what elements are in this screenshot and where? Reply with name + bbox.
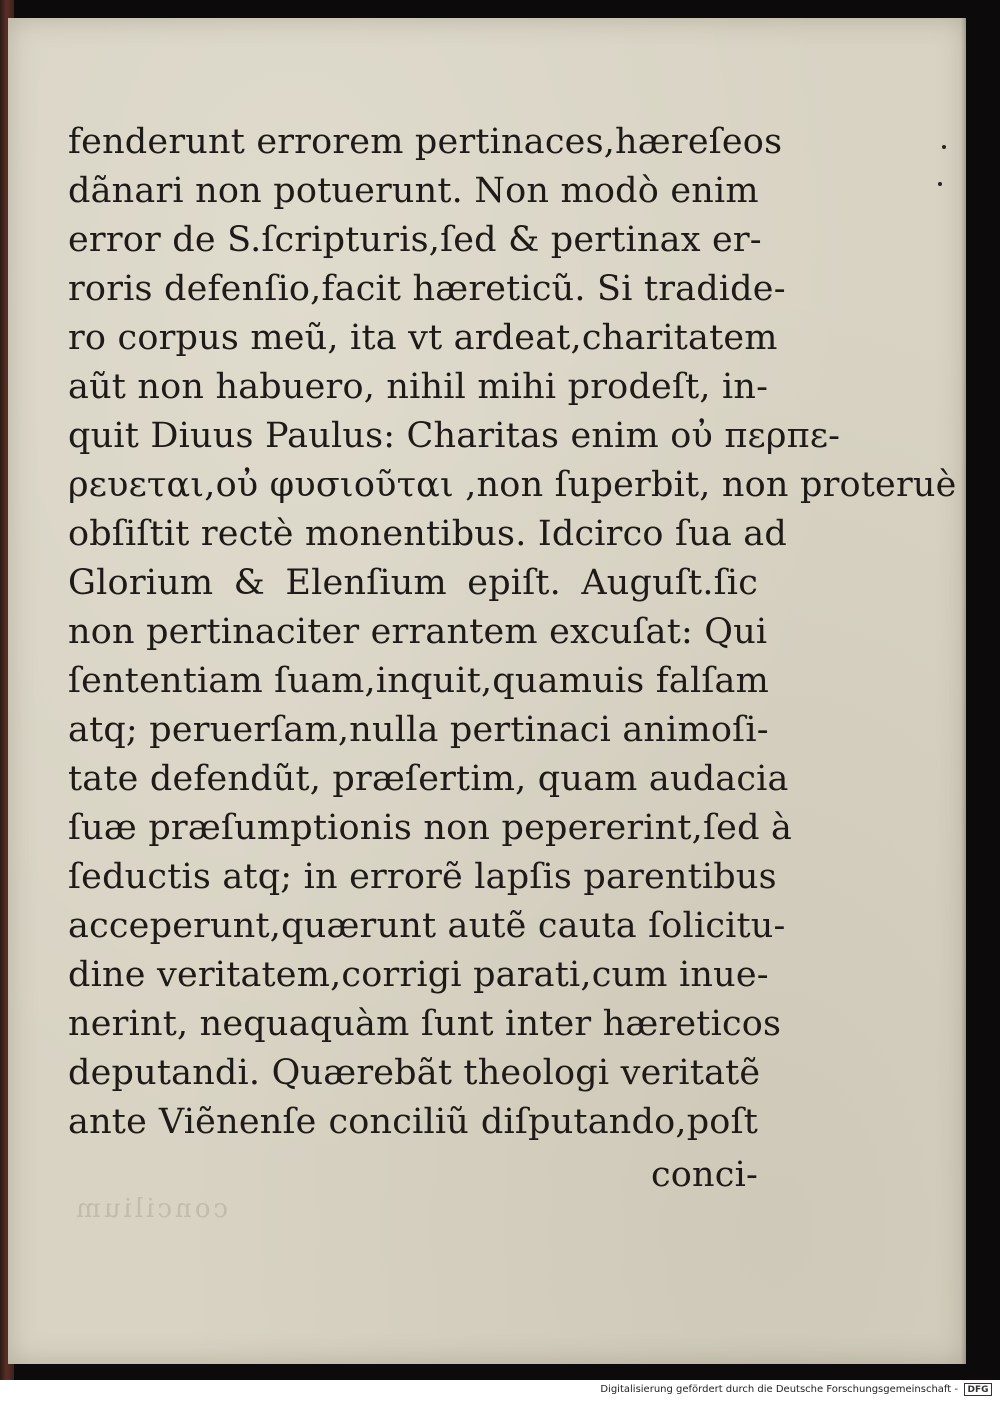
text-line: roris defenſio,facit hæreticũ. Si tradide- bbox=[68, 269, 786, 309]
show-through-text: concilium bbox=[73, 1194, 228, 1224]
margin-mark bbox=[938, 182, 942, 186]
text-line: quit Diuus Paulus: Charitas enim οὐ περπε- bbox=[68, 416, 841, 456]
text-line: aũt non habuero, nihil mihi prodeſt, in- bbox=[68, 367, 769, 407]
text-line: acceperunt,quærunt autẽ cauta ſolicitu- bbox=[68, 906, 786, 946]
text-line: tate defendũt, præſertim, quam audacia bbox=[68, 759, 789, 799]
text-line: atq; peruerſam,nulla pertinaci animoſi- bbox=[68, 710, 769, 750]
text-line: deputandi. Quærebãt theologi veritatẽ bbox=[68, 1053, 761, 1093]
book-page bbox=[8, 18, 966, 1364]
text-line: ſententiam ſuam,inquit,quamuis falſam bbox=[68, 661, 769, 701]
text-line: ante Viẽnenſe conciliũ diſputando,poſt bbox=[68, 1102, 758, 1142]
text-line: ρευεται,οὐ φυσιοῦται ,non ſuperbit, non proteruè bbox=[68, 465, 957, 505]
text-line: non pertinaciter errantem excuſat: Qui bbox=[68, 612, 768, 652]
text-line: dãnari non potuerunt. Non modò enim bbox=[68, 171, 759, 211]
text-line: nerint, nequaquàm ſunt inter hæreticos bbox=[68, 1004, 782, 1044]
page-text-block bbox=[68, 118, 957, 1200]
text-line: obſiſtit rectè monentibus. Idcirco ſua ad bbox=[68, 514, 787, 554]
margin-mark bbox=[942, 145, 946, 149]
text-line: fenderunt errorem pertinaces,hæreſeos bbox=[68, 122, 783, 162]
text-line: ro corpus meũ, ita vt ardeat,charitatem bbox=[68, 318, 778, 358]
dfg-logo: DFG bbox=[964, 1383, 992, 1396]
text-line: ſeductis atq; in errorẽ lapſis parentibus bbox=[68, 857, 777, 897]
footer-bar bbox=[0, 1380, 1000, 1401]
text-line: error de S.ſcripturis,ſed & pertinax er- bbox=[68, 220, 762, 260]
text-line: Glorium & Elenſium epiſt. Auguſt.ſic bbox=[68, 563, 758, 603]
text-line: dine veritatem,corrigi parati,cum inue- bbox=[68, 955, 769, 995]
page-edge-shadow bbox=[961, 18, 966, 1364]
footer-credit: Digitalisierung gefördert durch die Deutsche Forschungsgemeinschaft - bbox=[600, 1384, 958, 1395]
catchword: conci- bbox=[650, 1155, 758, 1195]
text-line: ſuæ præſumptionis non pepererint,ſed à bbox=[68, 808, 793, 848]
